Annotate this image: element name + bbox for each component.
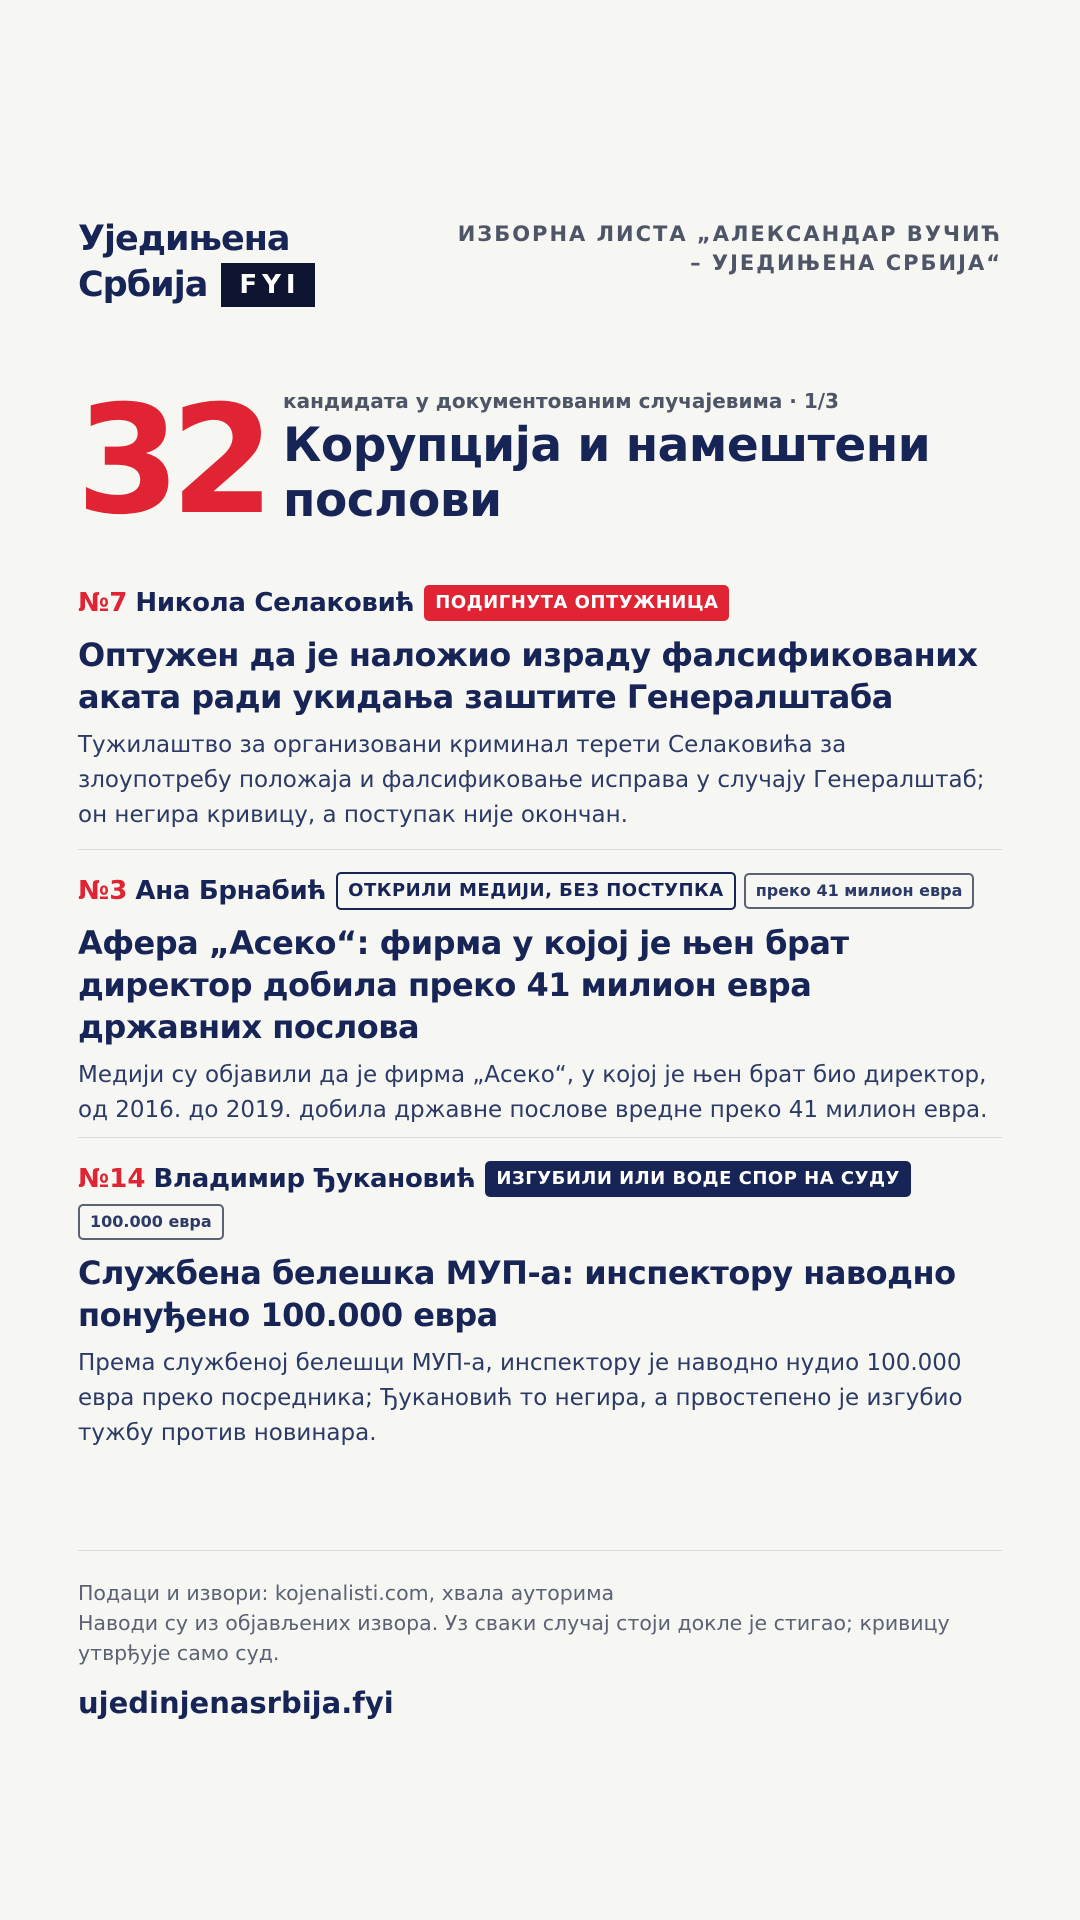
page-title: Корупција и намештени послови	[283, 418, 931, 528]
candidate-name: Владимир Ђукановић	[153, 1164, 476, 1194]
divider	[78, 849, 1002, 850]
footer-divider	[78, 1550, 1002, 1551]
brand-logo	[78, 216, 315, 308]
list-number: №7	[78, 588, 128, 618]
electoral-list-name: ИЗБОРНА ЛИСТА „АЛЕКСАНДАР ВУЧИЋ – УЈЕДИЊЕНА СРБИЈА“	[457, 222, 1002, 275]
brand-line-1: Уједињена	[78, 219, 290, 259]
candidate-name: Ана Брнабић	[135, 876, 327, 906]
brand-badge: FYI	[221, 263, 314, 307]
list-number: №14	[78, 1164, 146, 1194]
status-badge: ОТКРИЛИ МЕДИЈИ, БЕЗ ПОСТУПКА	[336, 872, 736, 910]
case-headline: Афера „Асеко“: фирма у којој је њен брат директор добила преко 41 милион евра државних послова	[78, 924, 849, 1046]
case-headline: Оптужен да је наложио израду фалсификованих аката ради укидања заштите Генералштаба	[78, 636, 978, 716]
website-link[interactable]: ujedinjenasrbija.fyi	[78, 1686, 394, 1720]
disclaimer-line: Наводи су из објављених извора. Уз сваки случај стоји докле је стигао; кривицу утврђује само суд.	[78, 1611, 950, 1665]
case-description: Тужилаштво за организовани криминал терети Селаковића за злоупотребу положаја и фалсификовање исправа у случају Генералштаб; он негира кривицу, а поступак није окончан.	[78, 732, 985, 828]
case-entry	[78, 872, 1002, 1128]
candidate-name: Никола Селаковић	[135, 588, 415, 618]
brand-line-2: Србија	[78, 265, 208, 305]
amount-badge: преко 41 милион евра	[744, 873, 975, 909]
case-headline: Службена белешка МУП-а: инспектору наводно понуђено 100.000 евра	[78, 1254, 956, 1334]
case-entry	[78, 1160, 1002, 1451]
hero-subtitle: кандидата у документованим случајевима · 1/3	[283, 389, 839, 413]
status-badge: ИЗГУБИЛИ ИЛИ ВОДЕ СПОР НА СУДУ	[485, 1161, 911, 1197]
case-description: Према службеној белешци МУП-а, инспектору је наводно нудио 100.000 евра преко посредника; Ђукановић то негира, а првостепено је изгубио тужбу против новинара.	[78, 1350, 963, 1446]
list-number: №3	[78, 876, 128, 906]
case-entry	[78, 584, 1002, 833]
case-description: Медији су објавили да је фирма „Асеко“, у којој је њен брат био директор, од 2016. до 2019. добила државне послове вредне преко 41 милион евра.	[78, 1062, 988, 1123]
sources-line: Подаци и извори: kojenalisti.com, хвала ауторима	[78, 1581, 615, 1605]
candidate-count: 32	[76, 374, 265, 548]
footer-sources	[78, 1578, 1002, 1668]
page	[78, 0, 1002, 1920]
status-badge: ПОДИГНУТА ОПТУЖНИЦА	[424, 585, 729, 621]
divider	[78, 1137, 1002, 1138]
amount-badge: 100.000 евра	[78, 1204, 224, 1240]
